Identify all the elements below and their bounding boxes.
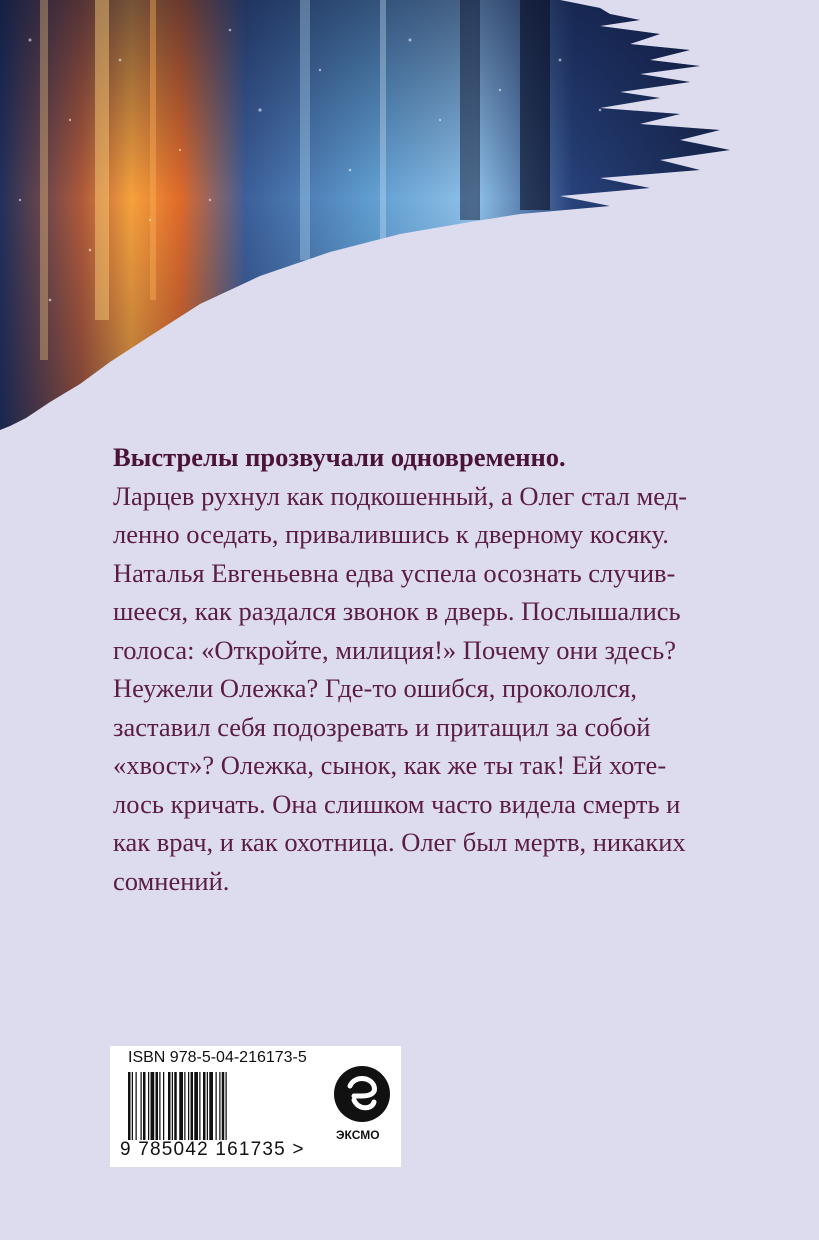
barcode-bar	[163, 1072, 164, 1140]
barcode-bar	[199, 1072, 200, 1140]
barcode-bar	[184, 1072, 185, 1140]
barcode-bar	[203, 1072, 206, 1140]
barcode-bar	[222, 1072, 225, 1140]
blurb-line: заставил себя подозревать и притащил за собой	[113, 711, 651, 742]
barcode-bar	[172, 1072, 173, 1140]
blurb-line: как врач, и как охотница. Олег был мертв, никаких	[113, 827, 686, 857]
cover-artwork	[0, 0, 819, 440]
isbn-label: ISBN 978-5-04-216173-5	[128, 1049, 307, 1066]
blurb-line: лось кричать. Она слишком часто видела смерть и	[113, 788, 681, 819]
barcode-bar	[226, 1072, 227, 1140]
back-cover-blurb	[113, 438, 713, 900]
blurb-line: Ларцев рухнул как подкошенный, а Олег стал мед-	[113, 480, 688, 511]
barcode-bar	[156, 1072, 159, 1140]
barcode-bar	[194, 1072, 198, 1140]
publisher-logo-text: ЭКСМО	[336, 1128, 380, 1142]
barcode-bar	[136, 1072, 137, 1140]
barcode-bar	[141, 1072, 142, 1140]
barcode-bar	[143, 1072, 146, 1140]
barcode-digits: 9 785042 161735 >	[120, 1139, 305, 1160]
blurb-line: Наталья Евгеньевна едва успела осознать случив-	[113, 557, 676, 588]
barcode-bar	[191, 1072, 194, 1140]
barcode-bars	[128, 1072, 310, 1140]
barcode-bar	[209, 1072, 213, 1140]
blurb-lead: Выстрелы прозвучали одновременно.	[113, 442, 566, 472]
barcode-bar	[174, 1072, 177, 1140]
isbn-barcode-panel	[110, 1046, 401, 1167]
blurb-line: Неужели Олежка? Где-то ошибся, прокололся,	[113, 673, 638, 703]
eksmo-logo	[332, 1064, 392, 1124]
blurb-line: «хвост»? Олежка, сынок, как же ты так! Ей хоте-	[113, 750, 667, 780]
barcode-bar	[179, 1072, 183, 1140]
barcode-bar	[132, 1072, 133, 1140]
blurb-line: шееся, как раздался звонок в дверь. Послышались	[113, 596, 681, 626]
blurb-line: сомнений.	[113, 865, 230, 896]
barcode-bar	[188, 1072, 189, 1140]
barcode-bar	[216, 1072, 217, 1140]
barcode-bar	[168, 1072, 171, 1140]
barcode-bar	[207, 1072, 208, 1140]
barcode-bar	[148, 1072, 149, 1140]
barcode-bar	[128, 1072, 131, 1140]
barcode-bar	[151, 1072, 155, 1140]
barcode-bar	[219, 1072, 220, 1140]
blurb-line: ленно оседать, привалившись к дверному косяку.	[113, 519, 669, 549]
blurb-line: голоса: «Откройте, милиция!» Почему они здесь?	[113, 634, 676, 665]
barcode-bar	[159, 1072, 160, 1140]
